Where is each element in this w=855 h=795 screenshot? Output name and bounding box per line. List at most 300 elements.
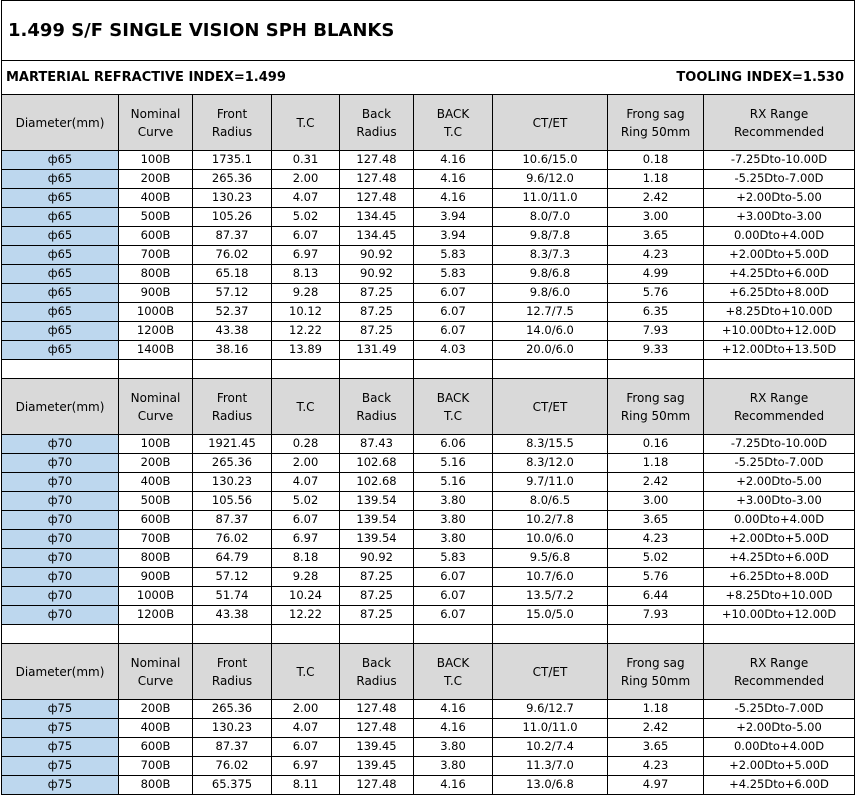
cell-back-tc: 5.83 [414, 265, 493, 284]
cell-diameter: ф70 [2, 530, 119, 549]
cell-back-radius: 87.25 [340, 587, 414, 606]
header-diameter [2, 95, 119, 151]
cell-front-sag: 5.76 [608, 568, 704, 587]
cell-ct-et: 8.0/6.5 [493, 492, 608, 511]
table-row [2, 227, 855, 246]
cell-back-radius: 127.48 [340, 151, 414, 170]
table-row [2, 549, 855, 568]
header-tc [272, 95, 340, 151]
table-row [2, 303, 855, 322]
cell-nominal-curve: 1200B [119, 606, 193, 625]
cell-rx-range: 0.00Dto+4.00D [704, 511, 855, 530]
cell-nominal-curve: 400B [119, 189, 193, 208]
cell-ct-et: 9.8/6.0 [493, 284, 608, 303]
cell-front-sag: 4.23 [608, 246, 704, 265]
spacer-cell [193, 625, 272, 644]
cell-diameter: ф65 [2, 227, 119, 246]
cell-ct-et: 9.7/11.0 [493, 473, 608, 492]
cell-front-radius: 57.12 [193, 284, 272, 303]
cell-nominal-curve: 900B [119, 284, 193, 303]
cell-tc: 5.02 [272, 208, 340, 227]
header-text: T.C [443, 124, 463, 139]
header-text: Ring 50mm [620, 408, 691, 423]
cell-rx-range: +6.25Dto+8.00D [704, 284, 855, 303]
cell-back-tc: 3.94 [414, 208, 493, 227]
header-front-sag [608, 379, 704, 435]
cell-front-radius: 130.23 [193, 189, 272, 208]
header-ct-et [493, 644, 608, 700]
header-text: Frong sag [626, 655, 685, 670]
cell-tc: 9.28 [272, 284, 340, 303]
header-text: CT/ET [532, 399, 568, 414]
cell-front-radius: 38.16 [193, 341, 272, 360]
cell-front-sag: 7.93 [608, 606, 704, 625]
cell-back-radius: 127.48 [340, 719, 414, 738]
header-text: Radius [356, 673, 397, 688]
cell-ct-et: 10.6/15.0 [493, 151, 608, 170]
spacer-cell [704, 360, 855, 379]
cell-ct-et: 9.6/12.0 [493, 170, 608, 189]
cell-tc: 0.28 [272, 435, 340, 454]
header-tc [272, 379, 340, 435]
cell-front-radius: 87.37 [193, 227, 272, 246]
header-front-sag [608, 95, 704, 151]
cell-diameter: ф65 [2, 246, 119, 265]
cell-front-radius: 105.56 [193, 492, 272, 511]
cell-diameter: ф65 [2, 322, 119, 341]
header-rx-range [704, 644, 855, 700]
cell-tc: 13.89 [272, 341, 340, 360]
cell-tc: 4.07 [272, 189, 340, 208]
header-back-radius [340, 379, 414, 435]
header-back-tc [414, 95, 493, 151]
cell-front-radius: 76.02 [193, 530, 272, 549]
cell-nominal-curve: 800B [119, 549, 193, 568]
cell-front-radius: 76.02 [193, 757, 272, 776]
cell-back-tc: 4.16 [414, 719, 493, 738]
cell-back-tc: 4.16 [414, 170, 493, 189]
cell-back-radius: 134.45 [340, 208, 414, 227]
cell-diameter: ф70 [2, 511, 119, 530]
cell-ct-et: 9.5/6.8 [493, 549, 608, 568]
cell-rx-range: -5.25Dto-7.00D [704, 170, 855, 189]
cell-ct-et: 15.0/5.0 [493, 606, 608, 625]
cell-rx-range: +8.25Dto+10.00D [704, 587, 855, 606]
cell-back-tc: 6.07 [414, 606, 493, 625]
cell-front-radius: 105.26 [193, 208, 272, 227]
header-text: CT/ET [532, 115, 568, 130]
cell-diameter: ф65 [2, 208, 119, 227]
cell-front-radius: 52.37 [193, 303, 272, 322]
header-text: Radius [356, 408, 397, 423]
cell-tc: 10.12 [272, 303, 340, 322]
cell-rx-range: +10.00Dto+12.00D [704, 322, 855, 341]
spacer-cell [414, 360, 493, 379]
cell-nominal-curve: 1200B [119, 322, 193, 341]
cell-ct-et: 9.8/6.8 [493, 265, 608, 284]
cell-front-radius: 57.12 [193, 568, 272, 587]
cell-rx-range: +10.00Dto+12.00D [704, 606, 855, 625]
cell-back-tc: 3.80 [414, 757, 493, 776]
cell-ct-et: 13.5/7.2 [493, 587, 608, 606]
cell-back-tc: 5.16 [414, 454, 493, 473]
cell-tc: 8.18 [272, 549, 340, 568]
cell-nominal-curve: 200B [119, 454, 193, 473]
cell-back-tc: 4.16 [414, 189, 493, 208]
cell-tc: 2.00 [272, 454, 340, 473]
cell-back-radius: 87.25 [340, 568, 414, 587]
cell-front-radius: 87.37 [193, 738, 272, 757]
spacer-cell [193, 360, 272, 379]
cell-back-radius: 127.48 [340, 776, 414, 795]
table-row [2, 151, 855, 170]
cell-back-radius: 87.43 [340, 435, 414, 454]
cell-front-radius: 130.23 [193, 719, 272, 738]
cell-back-radius: 127.48 [340, 700, 414, 719]
header-text: Curve [137, 673, 174, 688]
cell-nominal-curve: 100B [119, 435, 193, 454]
cell-front-sag: 7.93 [608, 322, 704, 341]
page-title: 1.499 S/F SINGLE VISION SPH BLANKS [2, 1, 855, 61]
header-text: T.C [443, 673, 463, 688]
cell-back-radius: 90.92 [340, 265, 414, 284]
spacer-cell [2, 360, 119, 379]
header-text: Radius [211, 124, 253, 139]
header-text: T.C [443, 408, 463, 423]
cell-rx-range: +3.00Dto-3.00 [704, 208, 855, 227]
cell-front-sag: 4.99 [608, 265, 704, 284]
cell-front-sag: 6.44 [608, 587, 704, 606]
cell-back-radius: 87.25 [340, 606, 414, 625]
cell-tc: 4.07 [272, 473, 340, 492]
cell-rx-range: +4.25Dto+6.00D [704, 776, 855, 795]
table-row [2, 473, 855, 492]
cell-diameter: ф70 [2, 568, 119, 587]
cell-ct-et: 10.0/6.0 [493, 530, 608, 549]
header-text: Radius [211, 673, 253, 688]
cell-rx-range: -5.25Dto-7.00D [704, 454, 855, 473]
cell-rx-range: 0.00Dto+4.00D [704, 738, 855, 757]
cell-tc: 9.28 [272, 568, 340, 587]
header-tc [272, 644, 340, 700]
cell-front-sag: 4.97 [608, 776, 704, 795]
cell-nominal-curve: 700B [119, 530, 193, 549]
cell-back-tc: 4.16 [414, 776, 493, 795]
table-row [2, 719, 855, 738]
cell-back-radius: 102.68 [340, 473, 414, 492]
cell-back-radius: 87.25 [340, 303, 414, 322]
table-row [2, 757, 855, 776]
header-text: Front [216, 390, 248, 405]
spacer-cell [119, 625, 193, 644]
cell-front-radius: 265.36 [193, 700, 272, 719]
spacer-cell [272, 360, 340, 379]
cell-tc: 8.13 [272, 265, 340, 284]
cell-rx-range: +2.00Dto+5.00D [704, 246, 855, 265]
header-text: Recommended [733, 408, 825, 423]
cell-front-radius: 64.79 [193, 549, 272, 568]
cell-front-sag: 5.02 [608, 549, 704, 568]
cell-tc: 5.02 [272, 492, 340, 511]
cell-rx-range: -7.25Dto-10.00D [704, 435, 855, 454]
table-row [2, 189, 855, 208]
cell-nominal-curve: 600B [119, 511, 193, 530]
cell-diameter: ф70 [2, 492, 119, 511]
cell-front-radius: 130.23 [193, 473, 272, 492]
header-back-radius [340, 644, 414, 700]
table-header-row [2, 95, 855, 151]
cell-diameter: ф70 [2, 454, 119, 473]
spacer-cell [340, 625, 414, 644]
cell-rx-range: +2.00Dto+5.00D [704, 757, 855, 776]
cell-tc: 6.07 [272, 511, 340, 530]
header-rx-range [704, 95, 855, 151]
header-text: RX Range [749, 106, 809, 121]
cell-diameter: ф70 [2, 606, 119, 625]
tooling-index-label: TOOLING INDEX=1.530 [414, 61, 855, 95]
cell-front-sag: 0.18 [608, 151, 704, 170]
cell-diameter: ф75 [2, 700, 119, 719]
cell-back-tc: 3.80 [414, 738, 493, 757]
cell-nominal-curve: 600B [119, 738, 193, 757]
cell-front-radius: 43.38 [193, 606, 272, 625]
cell-tc: 12.22 [272, 322, 340, 341]
cell-ct-et: 9.8/7.8 [493, 227, 608, 246]
cell-diameter: ф75 [2, 719, 119, 738]
cell-front-sag: 3.65 [608, 227, 704, 246]
cell-back-tc: 5.83 [414, 246, 493, 265]
section-spacer-row [2, 625, 855, 644]
header-front-sag [608, 644, 704, 700]
cell-tc: 4.07 [272, 719, 340, 738]
cell-front-radius: 87.37 [193, 511, 272, 530]
cell-diameter: ф75 [2, 738, 119, 757]
cell-diameter: ф75 [2, 757, 119, 776]
header-text: Curve [137, 124, 174, 139]
header-text: Diameter(mm) [15, 115, 105, 130]
cell-ct-et: 12.7/7.5 [493, 303, 608, 322]
cell-diameter: ф65 [2, 189, 119, 208]
cell-back-radius: 102.68 [340, 454, 414, 473]
cell-rx-range: +2.00Dto+5.00D [704, 530, 855, 549]
cell-ct-et: 8.0/7.0 [493, 208, 608, 227]
cell-diameter: ф65 [2, 284, 119, 303]
header-ct-et [493, 379, 608, 435]
cell-rx-range: +4.25Dto+6.00D [704, 549, 855, 568]
table-row [2, 776, 855, 795]
cell-front-sag: 1.18 [608, 454, 704, 473]
cell-back-radius: 87.25 [340, 322, 414, 341]
cell-back-radius: 127.48 [340, 170, 414, 189]
table-row [2, 208, 855, 227]
header-text: CT/ET [532, 664, 568, 679]
cell-tc: 0.31 [272, 151, 340, 170]
cell-front-sag: 0.16 [608, 435, 704, 454]
cell-back-radius: 90.92 [340, 246, 414, 265]
cell-ct-et: 8.3/12.0 [493, 454, 608, 473]
cell-front-sag: 4.23 [608, 757, 704, 776]
spacer-cell [340, 360, 414, 379]
cell-front-radius: 43.38 [193, 322, 272, 341]
cell-tc: 2.00 [272, 700, 340, 719]
table-row [2, 322, 855, 341]
cell-nominal-curve: 400B [119, 719, 193, 738]
cell-diameter: ф70 [2, 587, 119, 606]
cell-front-radius: 65.18 [193, 265, 272, 284]
cell-tc: 6.97 [272, 246, 340, 265]
cell-rx-range: +8.25Dto+10.00D [704, 303, 855, 322]
header-text: T.C [296, 664, 315, 679]
header-nominal-curve [119, 644, 193, 700]
header-back-tc [414, 644, 493, 700]
header-front-radius [193, 644, 272, 700]
table-row [2, 511, 855, 530]
table-header-row [2, 644, 855, 700]
header-text: Nominal [130, 655, 181, 670]
cell-back-tc: 4.16 [414, 700, 493, 719]
table-row [2, 530, 855, 549]
cell-nominal-curve: 200B [119, 700, 193, 719]
header-text: Diameter(mm) [15, 664, 105, 679]
lens-spec-table [1, 0, 855, 795]
cell-back-radius: 87.25 [340, 284, 414, 303]
cell-nominal-curve: 600B [119, 227, 193, 246]
cell-rx-range: +3.00Dto-3.00 [704, 492, 855, 511]
spacer-cell [2, 625, 119, 644]
header-rx-range [704, 379, 855, 435]
cell-diameter: ф65 [2, 341, 119, 360]
cell-ct-et: 20.0/6.0 [493, 341, 608, 360]
cell-ct-et: 11.0/11.0 [493, 719, 608, 738]
cell-back-tc: 5.16 [414, 473, 493, 492]
header-text: BACK [436, 655, 470, 670]
cell-front-radius: 1921.45 [193, 435, 272, 454]
cell-rx-range: -7.25Dto-10.00D [704, 151, 855, 170]
table-row [2, 738, 855, 757]
cell-ct-et: 14.0/6.0 [493, 322, 608, 341]
header-text: Back [361, 106, 392, 121]
cell-back-tc: 6.07 [414, 568, 493, 587]
table-row [2, 435, 855, 454]
cell-front-radius: 51.74 [193, 587, 272, 606]
cell-ct-et: 10.2/7.4 [493, 738, 608, 757]
cell-nominal-curve: 800B [119, 265, 193, 284]
cell-diameter: ф65 [2, 265, 119, 284]
cell-nominal-curve: 800B [119, 776, 193, 795]
header-front-radius [193, 379, 272, 435]
spacer-cell [704, 625, 855, 644]
cell-back-radius: 139.54 [340, 511, 414, 530]
cell-front-sag: 3.00 [608, 208, 704, 227]
cell-nominal-curve: 100B [119, 151, 193, 170]
header-text: Nominal [130, 106, 181, 121]
cell-front-sag: 6.35 [608, 303, 704, 322]
cell-front-sag: 2.42 [608, 189, 704, 208]
cell-back-radius: 134.45 [340, 227, 414, 246]
header-text: RX Range [749, 655, 809, 670]
cell-back-tc: 6.07 [414, 587, 493, 606]
cell-front-sag: 4.23 [608, 530, 704, 549]
cell-diameter: ф70 [2, 435, 119, 454]
table-row [2, 606, 855, 625]
table-row [2, 246, 855, 265]
header-text: Front [216, 655, 248, 670]
cell-tc: 8.11 [272, 776, 340, 795]
cell-back-radius: 139.45 [340, 757, 414, 776]
table-row [2, 568, 855, 587]
cell-back-tc: 4.03 [414, 341, 493, 360]
cell-nominal-curve: 700B [119, 757, 193, 776]
cell-front-sag: 5.76 [608, 284, 704, 303]
spacer-cell [608, 360, 704, 379]
cell-ct-et: 11.0/11.0 [493, 189, 608, 208]
cell-nominal-curve: 500B [119, 492, 193, 511]
header-text: Ring 50mm [620, 673, 691, 688]
cell-nominal-curve: 700B [119, 246, 193, 265]
spec-sheet [1, 0, 854, 795]
cell-front-radius: 76.02 [193, 246, 272, 265]
material-index-label: MARTERIAL REFRACTIVE INDEX=1.499 [2, 61, 414, 95]
cell-front-sag: 1.18 [608, 170, 704, 189]
table-row [2, 587, 855, 606]
spacer-cell [119, 360, 193, 379]
header-text: Radius [211, 408, 253, 423]
header-text: Front [216, 106, 248, 121]
cell-ct-et: 10.7/6.0 [493, 568, 608, 587]
cell-diameter: ф70 [2, 549, 119, 568]
cell-rx-range: +2.00Dto-5.00 [704, 473, 855, 492]
cell-ct-et: 9.6/12.7 [493, 700, 608, 719]
cell-tc: 10.24 [272, 587, 340, 606]
table-row [2, 284, 855, 303]
cell-front-sag: 2.42 [608, 473, 704, 492]
cell-front-sag: 3.65 [608, 738, 704, 757]
table-row [2, 265, 855, 284]
header-text: Nominal [130, 390, 181, 405]
cell-back-tc: 3.80 [414, 492, 493, 511]
cell-back-radius: 127.48 [340, 189, 414, 208]
header-text: Radius [356, 124, 397, 139]
cell-ct-et: 8.3/7.3 [493, 246, 608, 265]
header-text: Back [361, 390, 392, 405]
cell-nominal-curve: 1400B [119, 341, 193, 360]
cell-front-sag: 3.00 [608, 492, 704, 511]
cell-tc: 6.97 [272, 530, 340, 549]
cell-rx-range: +2.00Dto-5.00 [704, 189, 855, 208]
cell-ct-et: 11.3/7.0 [493, 757, 608, 776]
cell-front-radius: 1735.1 [193, 151, 272, 170]
section-spacer-row [2, 360, 855, 379]
header-text: BACK [436, 106, 470, 121]
cell-rx-range: -5.25Dto-7.00D [704, 700, 855, 719]
header-text: RX Range [749, 390, 809, 405]
cell-nominal-curve: 1000B [119, 303, 193, 322]
cell-tc: 2.00 [272, 170, 340, 189]
spacer-cell [272, 625, 340, 644]
header-text: Curve [137, 408, 174, 423]
cell-tc: 6.97 [272, 757, 340, 776]
cell-ct-et: 8.3/15.5 [493, 435, 608, 454]
header-text: Frong sag [626, 106, 685, 121]
header-text: Diameter(mm) [15, 399, 105, 414]
cell-nominal-curve: 400B [119, 473, 193, 492]
header-text: Recommended [733, 124, 825, 139]
cell-diameter: ф65 [2, 151, 119, 170]
cell-ct-et: 10.2/7.8 [493, 511, 608, 530]
cell-back-radius: 139.45 [340, 738, 414, 757]
cell-back-radius: 139.54 [340, 530, 414, 549]
spacer-cell [414, 625, 493, 644]
